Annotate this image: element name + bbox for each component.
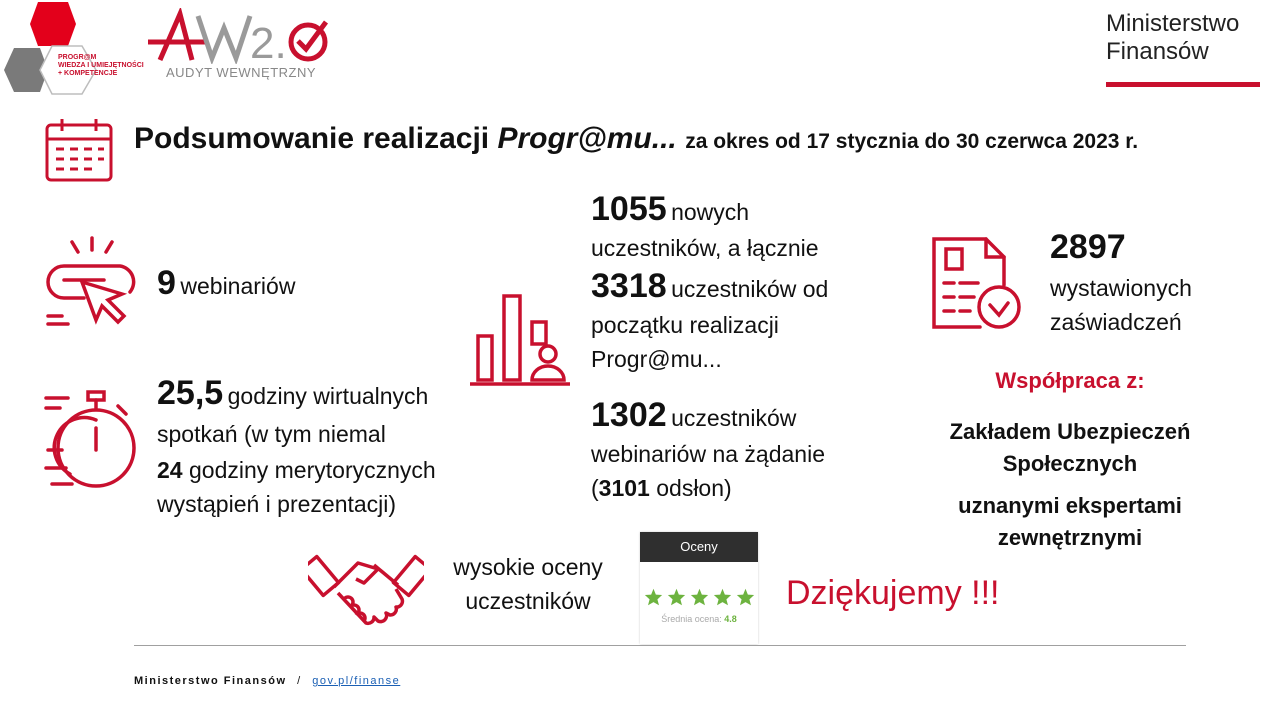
ratings-average-label: Średnia ocena: [661, 614, 722, 624]
certificates-number: 2897 [1050, 228, 1126, 266]
hours-text2: spotkań (w tym niemal [157, 421, 386, 447]
cooperation-heading: Współpraca z: [995, 368, 1145, 393]
ratings-label-line1: wysokie oceny [453, 554, 603, 580]
on-demand-views-label: odsłon) [656, 475, 732, 501]
footer [134, 675, 400, 687]
ministry-name-line2: Finansów [1106, 38, 1209, 65]
on-demand-number: 1302 [591, 396, 667, 434]
thanks-text: Dziękujemy !!! [786, 574, 1000, 612]
ratings-card-header: Oceny [640, 532, 758, 562]
star-icon [667, 588, 686, 606]
on-demand-views-open: ( [591, 475, 599, 501]
program-logo-line2: WIEDZA I UMIEJĘTNOŚCI [58, 62, 144, 69]
bar-chart-user-icon [470, 294, 572, 388]
click-icon [44, 236, 140, 328]
program-logo [0, 0, 142, 95]
cooperation-partner1-line1: Zakładem Ubezpieczeń [949, 419, 1191, 444]
handshake-icon [308, 537, 424, 633]
stat-on-demand [591, 396, 891, 505]
ratings-average-value: 4.8 [724, 614, 737, 624]
hours-text4: wystąpień i prezentacji) [157, 491, 397, 517]
program-logo-line3: + KOMPETENCJE [58, 70, 118, 77]
certificates-label: wystawionych [1050, 275, 1192, 301]
hours-text3: godziny merytorycznych [188, 457, 436, 483]
participants-new-label: nowych [671, 199, 750, 225]
stat-webinars [157, 264, 295, 303]
ministry-logo [1106, 10, 1266, 87]
participants-total-label3: Progr@mu... [591, 346, 722, 372]
ratings-label [440, 550, 616, 618]
stopwatch-icon [44, 390, 136, 490]
page-title [134, 122, 1138, 156]
certificates-label2: zaświadczeń [1050, 309, 1182, 335]
ratings-average [640, 614, 758, 624]
title-main: Podsumowanie realizacji [134, 122, 498, 155]
footer-divider [134, 645, 1186, 646]
title-program-name: Progr@mu... [497, 122, 677, 155]
ministry-name-line1: Ministerstwo [1106, 10, 1240, 37]
hours-number2: 24 [157, 457, 183, 483]
footer-link[interactable]: gov.pl/finanse [312, 675, 401, 687]
calendar-icon [44, 115, 114, 183]
on-demand-label: uczestników [671, 405, 797, 431]
participants-total-number: 3318 [591, 267, 667, 305]
webinars-number: 9 [157, 264, 176, 302]
aw-logo-caption: AUDYT WEWNĘTRZNY [166, 65, 317, 80]
cooperation-partner2-line2: zewnętrznymi [997, 525, 1143, 550]
webinars-label: webinariów [180, 273, 296, 299]
svg-text:2.: 2. [250, 19, 287, 64]
star-icon [713, 588, 732, 606]
ratings-label-line2: uczestników [465, 588, 591, 614]
stat-certificates [1050, 228, 1250, 339]
ratings-card [640, 532, 758, 644]
participants-new-label2: uczestników, a łącznie [591, 235, 819, 261]
aw-logo-mark [146, 8, 336, 64]
title-period: za okres od 17 stycznia do 30 czerwca 2023 r. [685, 130, 1139, 153]
participants-new-number: 1055 [591, 190, 667, 228]
stat-participants [591, 190, 891, 376]
ratings-stars [640, 588, 758, 606]
star-icon [690, 588, 709, 606]
document-check-icon [930, 235, 1024, 331]
program-logo-line1: PROGR@M [58, 54, 97, 61]
star-icon [644, 588, 663, 606]
footer-separator: / [297, 675, 302, 687]
ministry-red-bar [1106, 82, 1260, 87]
on-demand-views-number: 3101 [598, 475, 650, 501]
on-demand-label2: webinariów na żądanie [591, 441, 825, 467]
stat-hours [157, 374, 477, 521]
star-icon [736, 588, 755, 606]
participants-total-label: uczestników od [671, 276, 829, 302]
footer-org: Ministerstwo Finansów [134, 675, 287, 687]
cooperation-partner2-line1: uznanymi ekspertami [958, 493, 1182, 518]
cooperation-partner1-line2: Społecznych [1002, 451, 1138, 476]
aw-logo [146, 8, 336, 83]
participants-total-label2: początku realizacji [591, 312, 779, 338]
hours-number: 25,5 [157, 374, 224, 412]
hours-text1: godziny wirtualnych [227, 383, 429, 409]
cooperation-section [920, 368, 1220, 554]
